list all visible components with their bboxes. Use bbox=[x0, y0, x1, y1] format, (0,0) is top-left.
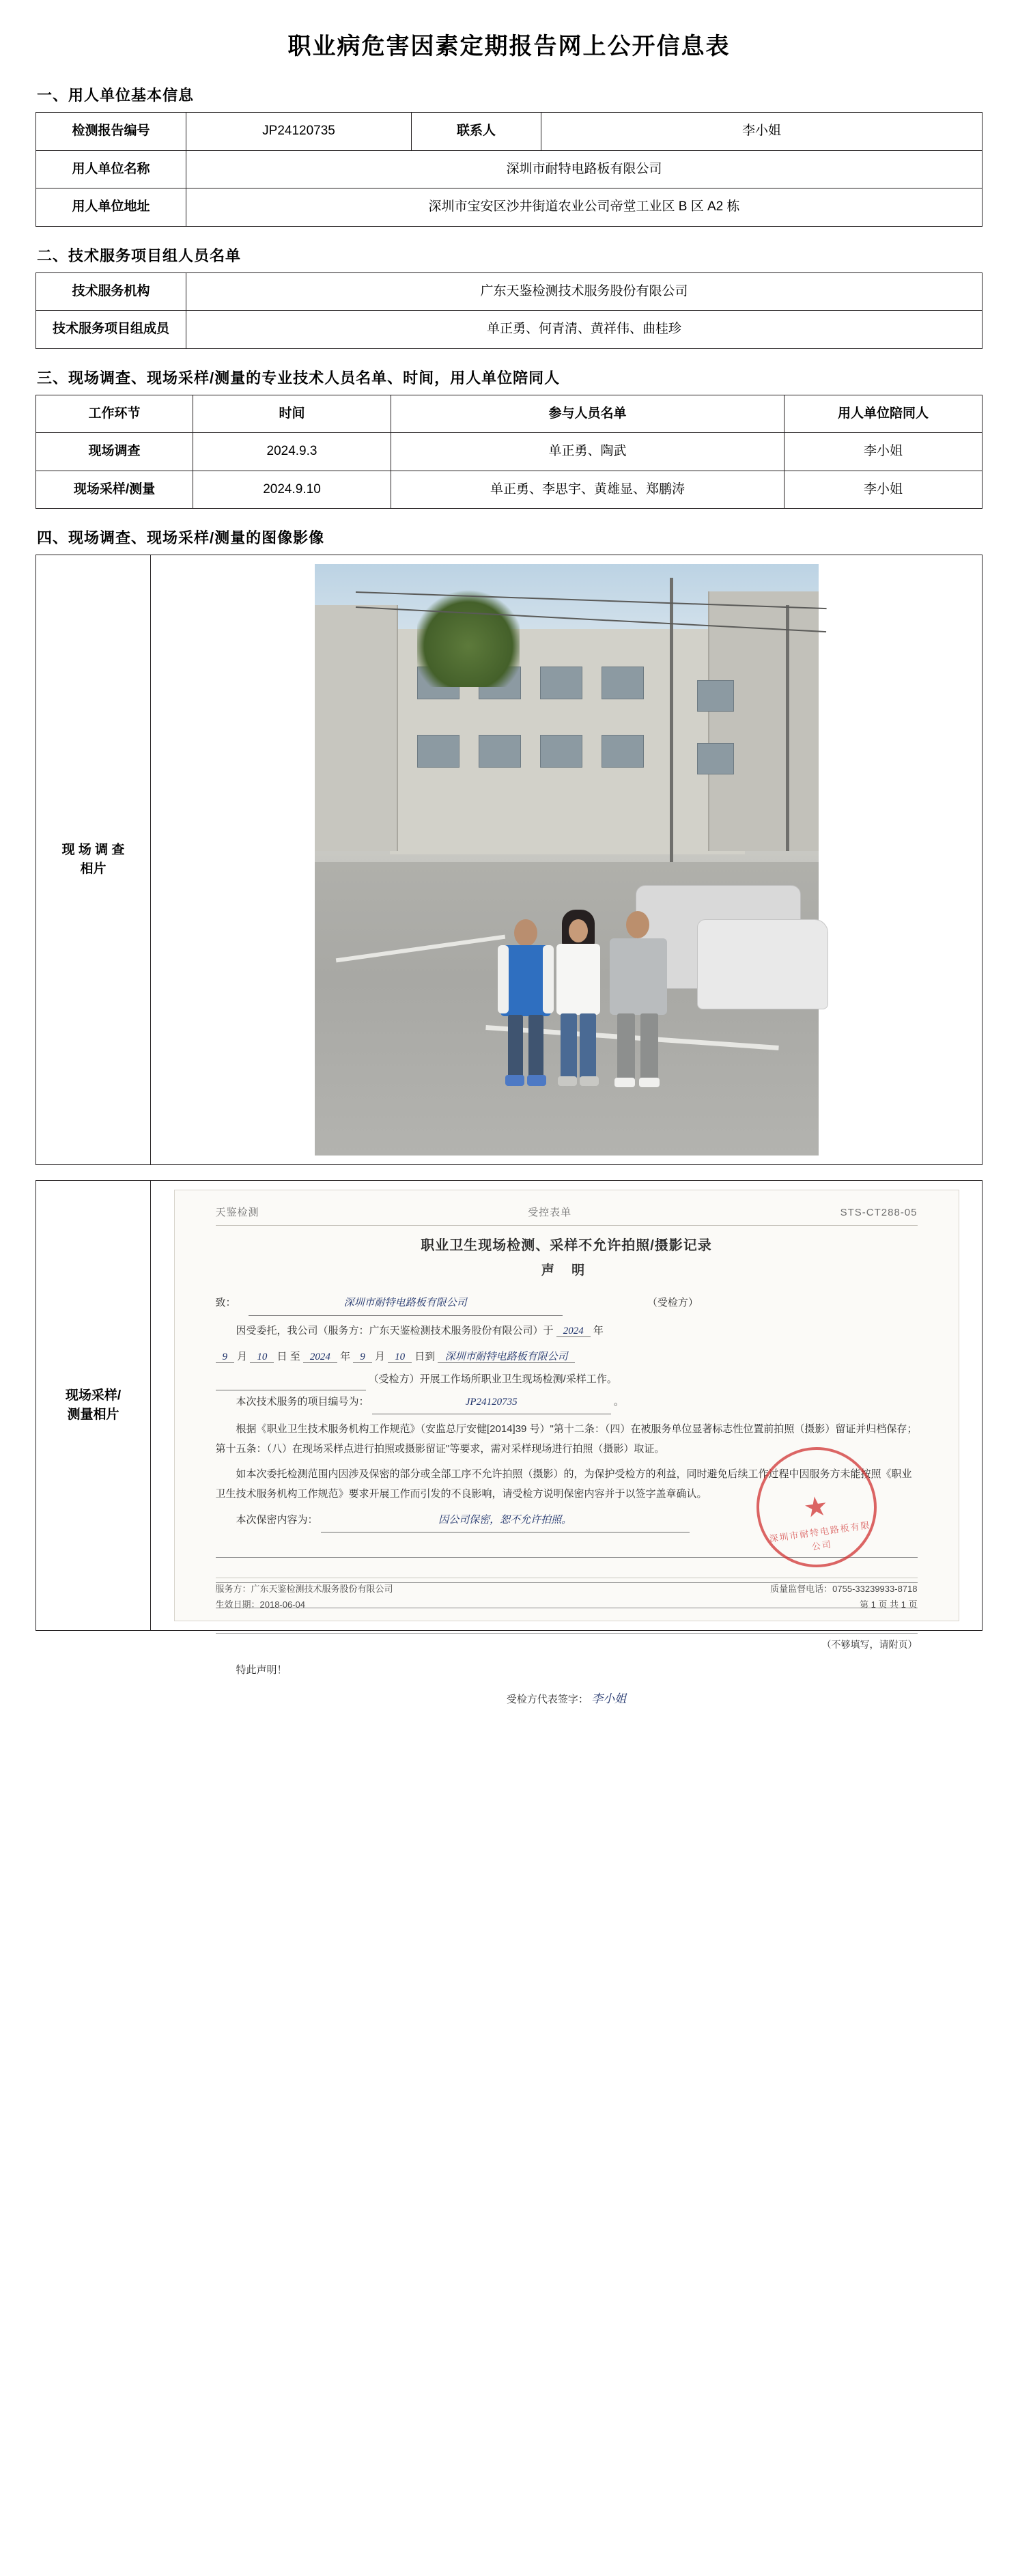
form-header bbox=[216, 1205, 918, 1224]
page-title: 职业病危害因素定期报告网上公开信息表 bbox=[287, 33, 731, 59]
photo1-head bbox=[514, 919, 537, 947]
table-row bbox=[36, 471, 982, 509]
company-label: 用人单位名称 bbox=[36, 150, 186, 188]
form-to-label: 致： bbox=[215, 1297, 236, 1308]
form-footer-date: 生效日期：2018-06-04 bbox=[215, 1599, 305, 1610]
sampling-photo-table bbox=[36, 1180, 982, 1705]
members-label: 技术服务项目组成员 bbox=[36, 311, 186, 349]
photo2-label-line1: 现场采样/ bbox=[65, 1388, 122, 1403]
form-arrive-word: 日到 bbox=[414, 1351, 436, 1362]
report-no-value: JP24120735 bbox=[186, 113, 412, 151]
form-divider bbox=[216, 1225, 918, 1226]
form-month-2: 9 bbox=[353, 1352, 372, 1363]
form-day-1: 10 bbox=[250, 1352, 274, 1363]
photo1-pole bbox=[670, 578, 673, 865]
form-company-hand: 深圳市耐特电路板有限公司 bbox=[438, 1352, 574, 1363]
col-header-stage: 工作环节 bbox=[36, 395, 193, 433]
photo1-window bbox=[540, 735, 582, 768]
photo1-sleeve bbox=[543, 945, 554, 1013]
date-value-1: 2024.9.3 bbox=[193, 433, 391, 471]
form-para1-pre: 因受委托，我公司（服务方：广东天鉴检测技术服务股份有限公司）于 bbox=[236, 1324, 554, 1336]
form-signature-row bbox=[216, 1686, 918, 1712]
photo1-window bbox=[602, 735, 644, 768]
form-footer-page: 第 1 页 共 1 页 bbox=[859, 1599, 918, 1610]
form-para1-post-row bbox=[216, 1369, 918, 1391]
form-para1-post: （受检方）开展工作场所职业卫生现场检测/采样工作。 bbox=[368, 1373, 617, 1385]
contact-label: 联系人 bbox=[412, 113, 541, 151]
agency-value: 广东天鉴检测技术服务股份有限公司 bbox=[186, 272, 982, 311]
form-year-1: 2024 bbox=[556, 1326, 591, 1337]
section-3-table bbox=[36, 395, 982, 509]
form-day-unit-1: 日 bbox=[277, 1351, 287, 1362]
section-1-table bbox=[36, 112, 982, 227]
photo1-sleeve bbox=[498, 945, 509, 1013]
photo1-window bbox=[602, 667, 644, 699]
form-secret-value: 因公司保密，恕不允许拍照。 bbox=[321, 1509, 690, 1532]
photo1-building-left bbox=[315, 605, 398, 851]
table-header-row bbox=[36, 395, 982, 433]
form-paragraph-4: 如本次委托检测范围内因涉及保密的部分或全部工序不允许拍照（摄影）的，为保护受检方的利益，同时避免后续工作过程中因服务方未能按照《职业卫生技术服务机构工作规范》要求开展工作而引发的不良影响，请受检方说明保密内容并于以签字盖章确认。 bbox=[215, 1468, 912, 1500]
form-month-unit-2: 月 bbox=[374, 1351, 385, 1362]
site-survey-photo-table bbox=[36, 555, 982, 1165]
agency-label: 技术服务机构 bbox=[36, 272, 186, 311]
section-3-heading: 三、现场调查、现场采样/测量的专业技术人员名单、时间，用人单位陪同人 bbox=[37, 369, 561, 387]
form-year-2: 2024 bbox=[303, 1352, 337, 1363]
col-header-escort: 用人单位陪同人 bbox=[784, 395, 982, 433]
form-footer-left: 服务方：广东天鉴检测技术服务股份有限公司 bbox=[215, 1584, 393, 1594]
photo1-leg bbox=[561, 1013, 577, 1079]
stage-value-1: 现场调查 bbox=[36, 433, 193, 471]
photo1-tree bbox=[417, 585, 520, 687]
photo1-leg bbox=[640, 1013, 658, 1080]
photo1-face bbox=[569, 919, 588, 942]
photo1-shoe-cover bbox=[505, 1075, 524, 1086]
participants-value-1: 单正勇、陶武 bbox=[391, 433, 784, 471]
photo1-shoe bbox=[558, 1076, 577, 1086]
form-month-unit-1: 月 bbox=[237, 1351, 248, 1362]
form-project-label: 本次技术服务的项目编号为： bbox=[236, 1396, 369, 1408]
escort-value-1: 李小姐 bbox=[784, 433, 982, 471]
declaration-form-scan bbox=[174, 1190, 959, 1705]
form-sign-label: 受检方代表签字： bbox=[506, 1693, 589, 1705]
form-to-value: 深圳市耐特电路板有限公司 bbox=[249, 1292, 563, 1316]
form-subtitle: 声 明 bbox=[541, 1263, 592, 1278]
photo1-shoe bbox=[614, 1078, 635, 1087]
photo1-window bbox=[697, 743, 734, 774]
section-4-heading: 四、现场调查、现场采样/测量的图像影像 bbox=[37, 529, 325, 546]
members-value: 单正勇、何青清、黄祥伟、曲桂珍 bbox=[186, 311, 982, 349]
photo1-cell bbox=[151, 555, 982, 1165]
form-to-suffix: （受检方） bbox=[647, 1297, 698, 1308]
photo1-leg bbox=[528, 1015, 543, 1078]
form-addressee-row bbox=[216, 1291, 918, 1316]
form-brand: 天鉴检测 bbox=[215, 1207, 259, 1218]
table-row bbox=[36, 1181, 982, 1631]
report-no-label: 检测报告编号 bbox=[36, 113, 186, 151]
photo1-shirt bbox=[556, 944, 600, 1015]
photo1-leg bbox=[508, 1015, 523, 1078]
photo1-label-line1: 现 场 调 查 bbox=[61, 842, 125, 857]
section-2-heading: 二、技术服务项目组人员名单 bbox=[37, 247, 242, 264]
photo2-cell bbox=[151, 1181, 982, 1705]
escort-value-2: 李小姐 bbox=[784, 471, 982, 509]
form-declare: 特此声明！ bbox=[236, 1664, 287, 1676]
photo1-leg bbox=[580, 1013, 596, 1079]
form-paragraph-3: 根据《职业卫生技术服务机构工作规范》（安监总厅安健[2014]39 号）"第十二条：（四）在被服务单位显著标志性位置前拍照（摄影）留证并归档保存；第十五条：（八）在现场采样点进行拍照或摄影留证"等要求，需对采样现场进行拍照（摄影）取证。 bbox=[215, 1423, 918, 1455]
table-row bbox=[36, 150, 982, 188]
photo1-window bbox=[540, 667, 582, 699]
form-month-1: 9 bbox=[216, 1352, 235, 1363]
form-doc-type: 受控表单 bbox=[528, 1207, 572, 1218]
seal-star-icon: ★ bbox=[801, 1490, 832, 1524]
site-survey-photo bbox=[315, 564, 819, 1156]
form-to-word: 至 bbox=[289, 1351, 300, 1362]
form-footer bbox=[216, 1578, 918, 1611]
photo1-shoe bbox=[580, 1076, 599, 1086]
form-year-unit-1: 年 bbox=[593, 1324, 604, 1336]
table-row bbox=[36, 433, 982, 471]
form-blank-line bbox=[216, 1612, 918, 1634]
form-doc-no: STS-CT288-05 bbox=[840, 1207, 918, 1218]
section-1-heading: 一、用人单位基本信息 bbox=[37, 87, 195, 104]
photo1-label bbox=[36, 555, 151, 1165]
form-project-no: JP24120735 bbox=[372, 1391, 611, 1414]
form-declare-row bbox=[216, 1659, 918, 1682]
form-note: （不够填写，请附页） bbox=[821, 1639, 918, 1650]
table-row bbox=[36, 272, 982, 311]
address-label: 用人单位地址 bbox=[36, 188, 186, 227]
photo2-label-line2: 测量相片 bbox=[67, 1408, 119, 1422]
participants-value-2: 单正勇、李思宇、黄雄显、郑鹏涛 bbox=[391, 471, 784, 509]
photo1-polo bbox=[610, 938, 667, 1015]
section-2-table bbox=[36, 272, 982, 349]
form-project-row bbox=[216, 1390, 918, 1414]
photo1-pole bbox=[786, 605, 789, 851]
form-day-2: 10 bbox=[388, 1352, 412, 1363]
photo1-window bbox=[479, 735, 521, 768]
photo1-head bbox=[626, 911, 649, 938]
photo1-leg bbox=[617, 1013, 635, 1080]
col-header-date: 时间 bbox=[193, 395, 391, 433]
photo1-shoe-cover bbox=[527, 1075, 546, 1086]
contact-value: 李小姐 bbox=[541, 113, 982, 151]
form-year-unit-2: 年 bbox=[340, 1351, 351, 1362]
form-project-period: 。 bbox=[613, 1396, 624, 1408]
table-row bbox=[36, 188, 982, 227]
table-row bbox=[36, 113, 982, 151]
seal-text: 深圳市耐特电路板有限公司 bbox=[768, 1520, 871, 1552]
form-secret-label: 本次保密内容为： bbox=[236, 1514, 318, 1526]
form-paragraph-1 bbox=[216, 1321, 918, 1341]
form-sign-value: 李小姐 bbox=[591, 1692, 627, 1705]
photo1-shoe bbox=[639, 1078, 660, 1087]
photo1-label-line2: 相片 bbox=[80, 862, 107, 876]
date-value-2: 2024.9.10 bbox=[193, 471, 391, 509]
form-footer-right: 质量监督电话：0755-33239933-8718 bbox=[770, 1584, 918, 1594]
photo1-window bbox=[697, 680, 734, 712]
form-date-row bbox=[216, 1346, 918, 1369]
photo1-window bbox=[417, 735, 459, 768]
photo1-car bbox=[697, 919, 828, 1009]
table-row bbox=[36, 555, 982, 1165]
company-value: 深圳市耐特电路板有限公司 bbox=[186, 150, 982, 188]
photo2-label bbox=[36, 1181, 151, 1631]
col-header-participants: 参与人员名单 bbox=[391, 395, 784, 433]
address-value: 深圳市宝安区沙井街道农业公司帝堂工业区 B 区 A2 栋 bbox=[186, 188, 982, 227]
stage-value-2: 现场采样/测量 bbox=[36, 471, 193, 509]
table-row bbox=[36, 311, 982, 349]
form-title: 职业卫生现场检测、采样不允许拍照/摄影记录 bbox=[421, 1237, 712, 1253]
